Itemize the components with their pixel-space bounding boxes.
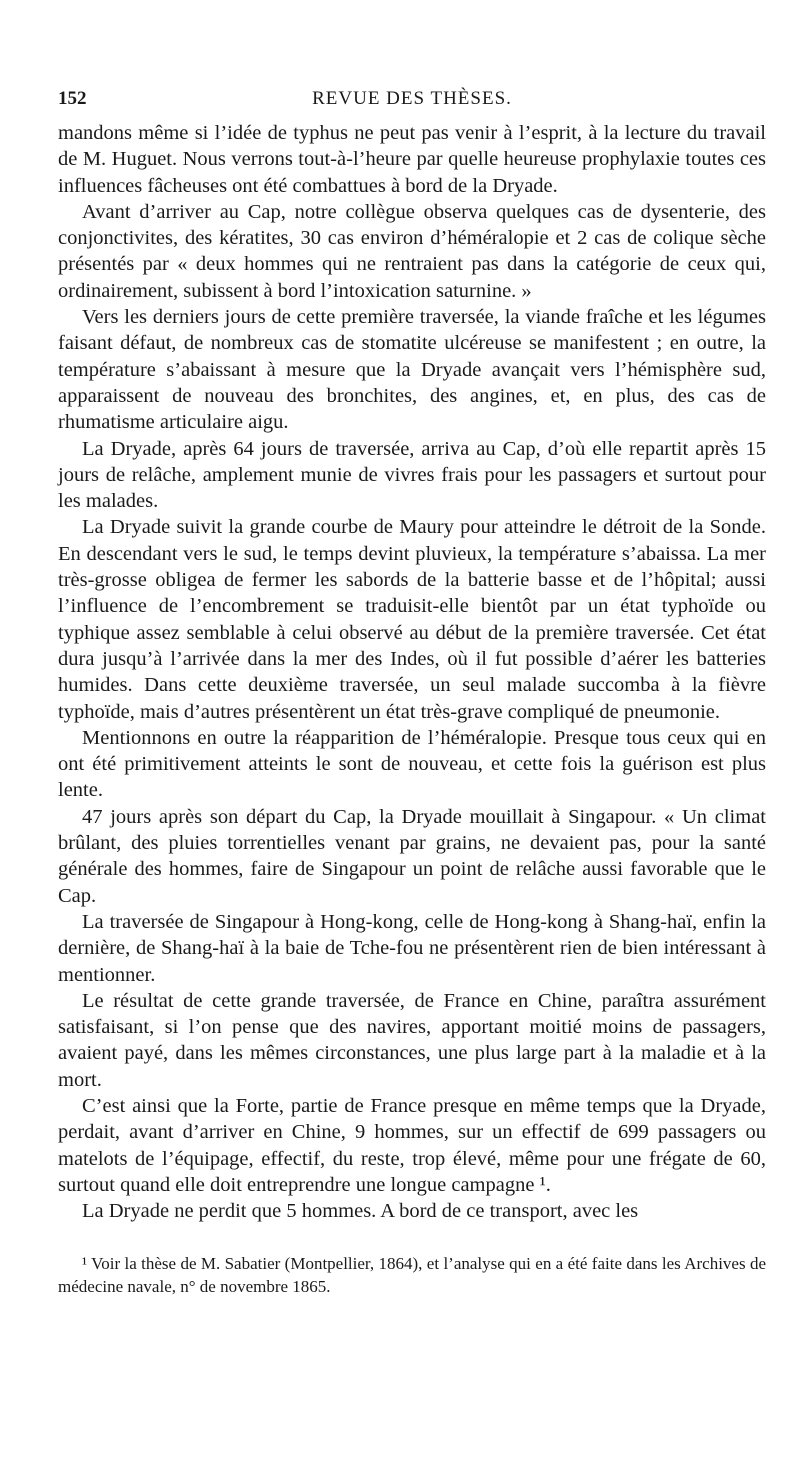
body-text xyxy=(58,120,766,1224)
footnotes xyxy=(58,1252,766,1298)
paragraph: Avant d’arriver au Cap, notre collègue observa quelques cas de dysenterie, des conjonctivites, des kératites, 30 cas environ d’héméralopie et 2 cas de colique sèche présentés par « deux hommes qui ne rentraient pas dans la catégorie de ceux qui, ordinairement, subissent à bord l’intoxication saturnine. » xyxy=(58,200,766,302)
page-header xyxy=(58,88,766,120)
page xyxy=(58,88,766,1298)
paragraph: C’est ainsi que la Forte, partie de France presque en même temps que la Dryade, perdait, avant d’arriver en Chine, 9 hommes, sur un effectif de 699 passagers ou matelots de l’équipage, effectif, du reste, trop élevé, même pour une frégate de 60, surtout quand elle doit entreprendre une longue campagne ¹. xyxy=(58,1094,766,1196)
paragraph: La Dryade ne perdit que 5 hommes. A bord de ce transport, avec les xyxy=(82,1200,639,1223)
paragraph: La Dryade, après 64 jours de traversée, arriva au Cap, d’où elle repartit après 15 jours de relâche, amplement munie de vivres frais pour les passagers et surtout pour les malades. xyxy=(58,437,766,513)
paragraph: Mentionnons en outre la réapparition de l’héméralopie. Presque tous ceux qui en ont été primitivement atteints le sont de nouveau, et cette fois la guérison est plus lente. xyxy=(58,726,766,802)
paragraph: La traversée de Singapour à Hong-kong, celle de Hong-kong à Shang-haï, enfin la dernière, de Shang-haï à la baie de Tche-fou ne présentèrent rien de bien intéressant à mentionner. xyxy=(58,910,766,986)
footnote: ¹ Voir la thèse de M. Sabatier (Montpellier, 1864), et l’analyse qui en a été faite dans les Archives de médecine navale, n° de novembre 1865. xyxy=(58,1254,766,1297)
page-number: 152 xyxy=(58,88,87,109)
paragraph: Le résultat de cette grande traversée, de France en Chine, paraîtra assurément satisfaisant, si l’on pense que des navires, apportant moitié moins de passagers, avaient payé, dans les mêmes circonstances, une plus large part à la maladie et à la mort. xyxy=(58,989,766,1091)
paragraph: La Dryade suivit la grande courbe de Maury pour atteindre le détroit de la Sonde. En descendant vers le sud, le temps devint pluvieux, la température s’abaissa. La mer très-grosse obligea de fermer les sabords de la batterie basse et de l’hôpital; aussi l’influence de l’encombrement se traduisit-elle bientôt par un état typhoïde ou typhique assez semblable à celui observé au début de la première traversée. Cet état dura jusqu’à l’arrivée dans la mer des Indes, où il fut possible d’aérer les batteries humides. Dans cette deuxième traversée, un seul malade succomba à la fièvre typhoïde, mais d’autres présentèrent un état très-grave compliqué de pneumonie. xyxy=(58,516,766,723)
running-title: REVUE DES THÈSES. xyxy=(312,88,512,109)
paragraph: Vers les derniers jours de cette première traversée, la viande fraîche et les légumes faisant défaut, de nombreux cas de stomatite ulcéreuse se manifestent ; en outre, la température s’abaissant à mesure que la Dryade avançait vers l’hémisphère sud, apparaissent de nouveau des bronchites, des angines, et, en plus, des cas de rhumatisme articulaire aigu. xyxy=(58,306,766,434)
paragraph: mandons même si l’idée de typhus ne peut pas venir à l’esprit, à la lecture du travail de M. Huguet. Nous verrons tout-à-l’heure par quelle heureuse prophylaxie toutes ces influences fâcheuses ont été combattues à bord de la Dryade. xyxy=(58,122,766,197)
paragraph: 47 jours après son départ du Cap, la Dryade mouillait à Singapour. « Un climat brûlant, des pluies torrentielles venant par grains, ne devaient pas, pour la santé générale des hommes, faire de Singapour un point de relâche aussi favorable que le Cap. xyxy=(58,805,766,907)
